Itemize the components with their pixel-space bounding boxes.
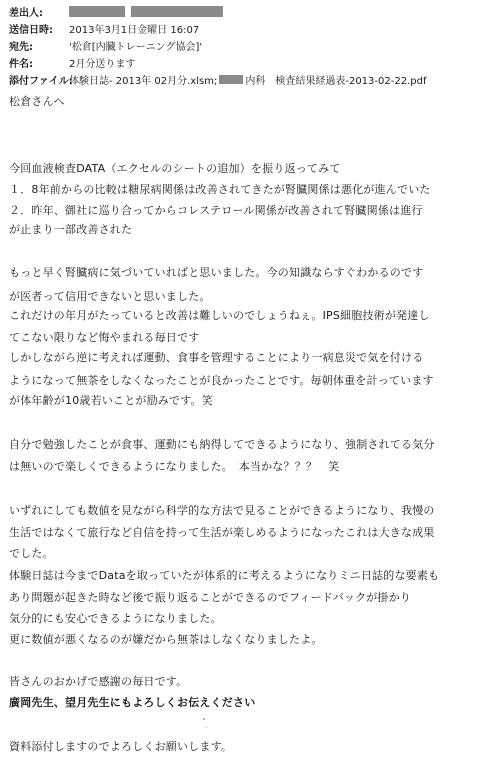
- to-value: '松倉[内臓トレーニング協会]': [69, 41, 203, 53]
- greeting: 松倉さんへ: [9, 95, 65, 108]
- body-line: は無いので楽しくできるようになりました。 本当かな？？？ 笑: [9, 460, 340, 473]
- to-label: 宛先:: [9, 41, 33, 53]
- redacted-sender-address: [131, 6, 223, 17]
- body-line: てこない限りなど悔やまれる毎日です: [9, 331, 200, 344]
- to-row: [9, 37, 202, 53]
- body-line: いずれにしても数値を見ながら科学的な方法で見ることができるようになり、我慢の: [9, 504, 435, 517]
- body-line: 今回血液検査DATA（エクセルのシートの追加）を振り返ってみて: [9, 162, 341, 175]
- body-line: が止まり一部改善された: [9, 223, 133, 236]
- sent-row: [9, 20, 199, 36]
- body-line: 廣岡先生、望月先生にもよろしくお伝えください: [9, 696, 256, 709]
- subject-value: 2月分送ります: [69, 58, 136, 70]
- attachment-file-2[interactable]: 内科 検査結果経過表-2013-02-22.pdf: [245, 75, 427, 87]
- body-line: 気分的にも安心できるようになりました。: [9, 612, 222, 625]
- closing-line: 資料添付しますのでよろしくお願いします。: [9, 740, 233, 753]
- subject-row: [9, 54, 135, 70]
- redacted-sender-name: [69, 6, 125, 17]
- sent-label: 送信日時:: [9, 24, 53, 36]
- body-line: しかしながら逆に考えれば運動、食事を管理することにより一病息災で気を付ける: [9, 351, 424, 364]
- attachment-file-1[interactable]: 体験日誌- 2013年 02月分.xlsm;: [69, 75, 218, 87]
- sent-value: 2013年3月1日金曜日 16:07: [69, 24, 200, 36]
- body-line: が医者って信用できないと思いました。: [9, 290, 211, 303]
- body-line: 更に数値が悪くなるのが嫌だから無茶はしなくなりましたよ。: [9, 633, 323, 646]
- body-line: 生活ではなくて旅行など自信を持って生活が楽しめるようになったこれは大きな成果: [9, 526, 435, 539]
- body-line: 皆さんのおかげで感謝の毎日です。: [9, 675, 188, 688]
- attachment-row: [9, 71, 426, 87]
- body-line: でした。: [9, 547, 54, 560]
- subject-label: 件名:: [9, 58, 33, 70]
- body-line: これだけの年月がたっていると改善は難しいのでしょうねぇ。IPS細胞技術が発達し: [9, 309, 430, 322]
- scan-speck: [203, 718, 205, 720]
- redacted-clinic-name: [219, 75, 243, 84]
- body-line: １．8年前からの比較は糖尿病関係は改善されてきたが腎臓関係は悪化が進んでいた: [9, 183, 431, 196]
- body-line: あり問題が起きた時など後で振り返ることができるのでフィードバックが掛かり: [9, 591, 412, 604]
- body-line: が体年齢が10歳若いことが励みです。笑: [9, 394, 213, 407]
- body-line: もっと早く腎臓病に気づいていればと思いました。今の知識ならすぐわかるのです: [9, 266, 424, 279]
- from-label: 差出人:: [9, 7, 43, 19]
- body-line: ようになって無茶をしなくなったことが良かったことです。毎朝体重を計っています: [9, 374, 434, 387]
- from-row: [9, 3, 223, 19]
- attachment-label: 添付ファイル:: [9, 75, 73, 87]
- body-line: ２．昨年、御社に巡り合ってからコレステロール関係が改善されて腎臓関係は進行: [9, 204, 423, 217]
- body-line: 体験日誌は今までDataを取っていたが体系的に考えるようになりミニ日誌的な要素も: [9, 569, 440, 582]
- scan-speck: [206, 727, 207, 728]
- body-line: 自分で勉強したことが食事、運動にも納得してできるようになり、強制されてる気分: [9, 438, 435, 451]
